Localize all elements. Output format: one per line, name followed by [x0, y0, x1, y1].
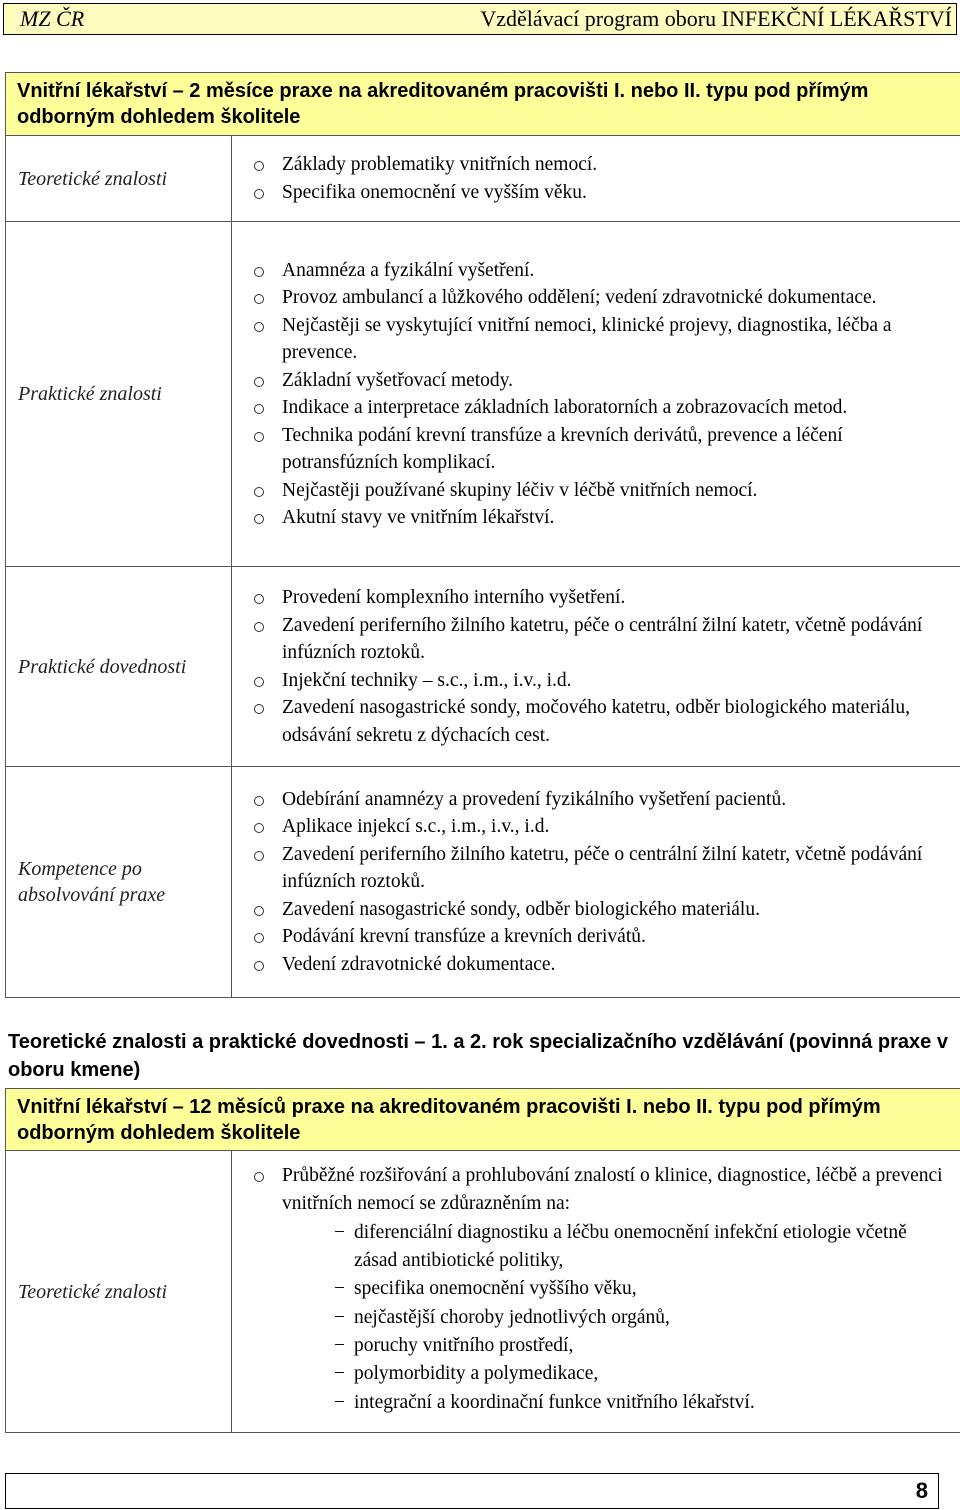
- list-item: Nejčastěji se vyskytující vnitřní nemoci, klinické projevy, diagnostika, léčba a prevence.: [250, 312, 952, 367]
- sub-list-item: − diferenciální diagnostiku a léčbu onemocnění infekční etiologie včetně zásad antibiotické politiky,: [334, 1219, 952, 1276]
- row-content: [232, 222, 960, 567]
- row-content: [232, 1151, 960, 1433]
- list-item: Odebírání anamnézy a provedení fyzikálního vyšetření pacientů.: [250, 786, 952, 814]
- table-row: [6, 136, 960, 222]
- list-item: Podávání krevní transfúze a krevních derivátů.: [250, 923, 952, 951]
- list-item: Zavedení nasogastrické sondy, močového katetru, odběr biologického materiálu, odsávání sekretu z dýchacích cest.: [250, 694, 952, 749]
- list-item: Aplikace injekcí s.c., i.m., i.v., i.d.: [250, 813, 952, 841]
- table-row: [6, 222, 960, 567]
- table-row: [6, 1151, 960, 1433]
- row-label: Praktické znalosti: [6, 222, 232, 567]
- sub-list-item: − polymorbidity a polymedikace,: [334, 1360, 952, 1388]
- row-content: [232, 767, 960, 998]
- row-label: Kompetence po absolvování praxe: [6, 767, 232, 998]
- header-right: Vzdělávací program oboru INFEKČNÍ LÉKAŘSTVÍ: [480, 6, 952, 31]
- table-row: [6, 567, 960, 767]
- list-item: Zavedení periferního žilního katetru, péče o centrální žilní katetr, včetně podávání infúzních roztoků.: [250, 841, 952, 896]
- bullet-list: [250, 786, 952, 979]
- sub-list-item: − integrační a koordinační funkce vnitřního lékařství.: [334, 1389, 952, 1417]
- list-item: Nejčastěji používané skupiny léčiv v léčbě vnitřních nemocí.: [250, 477, 952, 505]
- page-number: 8: [915, 1478, 928, 1503]
- list-item: Vedení zdravotnické dokumentace.: [250, 951, 952, 979]
- list-item: Specifika onemocnění ve vyšším věku.: [250, 179, 952, 207]
- sub-list-item: − poruchy vnitřního prostředí,: [334, 1332, 952, 1360]
- list-item-intro: Průběžné rozšiřování a prohlubování znalostí o klinice, diagnostice, léčbě a prevenci vnitřních nemocí se zdůrazněním na:: [282, 1165, 943, 1215]
- list-item: Indikace a interpretace základních laboratorních a zobrazovacích metod.: [250, 394, 952, 422]
- list-item: Provoz ambulancí a lůžkového oddělení; vedení zdravotnické dokumentace.: [250, 284, 952, 312]
- row-label: Praktické dovednosti: [6, 567, 232, 767]
- section-heading: Teoretické znalosti a praktické dovednosti – 1. a 2. rok specializačního vzdělávání (povinná praxe v oboru kmene): [8, 1031, 948, 1081]
- table-internal-medicine-2-months: [5, 72, 960, 998]
- list-item: Akutní stavy ve vnitřním lékařství.: [250, 504, 952, 532]
- list-item: Základní vyšetřovací metody.: [250, 367, 952, 395]
- row-label: Teoretické znalosti: [6, 1151, 232, 1433]
- list-item: Anamnéza a fyzikální vyšetření.: [250, 257, 952, 285]
- table1-title: Vnitřní lékařství – 2 měsíce praxe na akreditovaném pracovišti I. nebo II. typu pod přímým odborným dohledem školitele: [6, 73, 960, 136]
- bullet-list: [250, 151, 952, 206]
- list-item: Základy problematiky vnitřních nemocí.: [250, 151, 952, 179]
- sub-list-item: − nejčastější choroby jednotlivých orgánů,: [334, 1304, 952, 1332]
- bullet-list: [250, 1162, 952, 1417]
- header-left: MZ ČR: [20, 6, 85, 31]
- page-header: [3, 3, 957, 35]
- list-item: Zavedení periferního žilního katetru, péče o centrální žilní katetr, včetně podávání infúzních roztoků.: [250, 612, 952, 667]
- list-item: Zavedení nasogastrické sondy, odběr biologického materiálu.: [250, 896, 952, 924]
- table-row: [6, 767, 960, 998]
- row-content: [232, 567, 960, 767]
- row-label: Teoretické znalosti: [6, 136, 232, 222]
- list-item: Provedení komplexního interního vyšetření.: [250, 584, 952, 612]
- bullet-list: [250, 257, 952, 532]
- sub-list-item: − specifika onemocnění vyššího věku,: [334, 1275, 952, 1303]
- list-item: Technika podání krevní transfúze a krevních derivátů, prevence a léčení potransfúzních komplikací.: [250, 422, 952, 477]
- row-content: [232, 136, 960, 222]
- list-item: Injekční techniky – s.c., i.m., i.v., i.d.: [250, 667, 952, 695]
- dash-list: [282, 1219, 952, 1417]
- bullet-list: [250, 584, 952, 749]
- table2-title: Vnitřní lékařství – 12 měsíců praxe na akreditovaném pracovišti I. nebo II. typu pod přímým odborným dohledem školitele: [6, 1089, 960, 1151]
- list-item: [250, 1162, 952, 1417]
- table-internal-medicine-12-months: [5, 1088, 960, 1433]
- page-footer: [5, 1473, 939, 1509]
